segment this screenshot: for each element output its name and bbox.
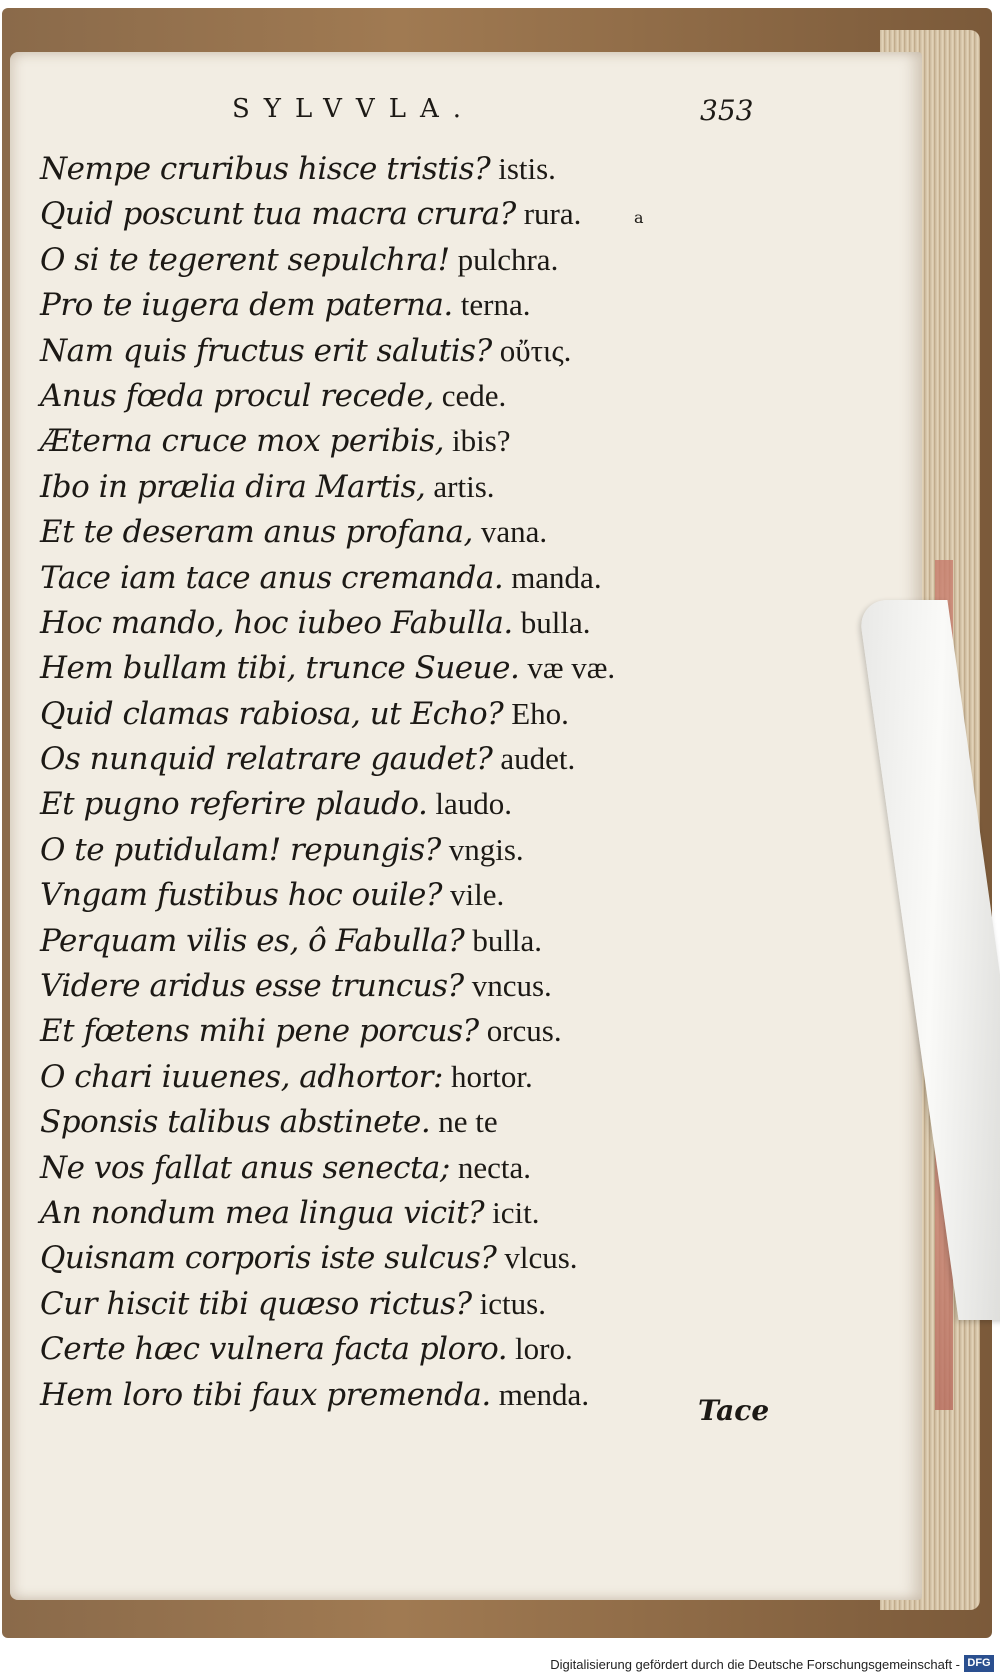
verse-echo-word: ibis? (452, 423, 511, 459)
verse-italic-text: Anus fœda procul recede, (40, 377, 434, 414)
verse-echo-word: terna. (460, 287, 531, 323)
verse-echo-word: orcus. (486, 1013, 562, 1049)
verse-line (40, 600, 860, 645)
verse-line (40, 328, 860, 373)
verse-italic-text: Cur hiscit tibi quæso rictus? (40, 1285, 472, 1322)
verse-echo-word: necta. (457, 1149, 531, 1185)
footer-credit: Digitalisierung gefördert durch die Deutsche Forschungsgemeinschaft - (550, 1657, 960, 1672)
verse-italic-text: Perquam vilis es, ô Fabulla? (40, 922, 465, 959)
verse-list (40, 146, 860, 1417)
catchword: Tace (698, 1394, 770, 1427)
verse-echo-word: vncus. (471, 968, 552, 1004)
verse-line (40, 1326, 860, 1371)
verse-echo-word: vana. (480, 514, 548, 550)
verse-line (40, 872, 860, 917)
verse-echo-word: vngis. (448, 831, 524, 867)
verse-italic-text: Quid poscunt tua macra crura? (40, 196, 516, 233)
verse-line (40, 963, 860, 1008)
verse-line (40, 555, 860, 600)
verse-echo-word: manda. (511, 559, 602, 595)
verse-italic-text: Quid clamas rabiosa, ut Echo? (40, 695, 504, 732)
verse-echo-word: loro. (515, 1331, 573, 1367)
verse-line (40, 1281, 860, 1326)
verse-line (40, 736, 860, 781)
verse-line (40, 191, 860, 236)
verse-echo-word: vlcus. (504, 1240, 578, 1276)
verse-italic-text: Quisnam corporis iste sulcus? (40, 1240, 497, 1277)
verse-italic-text: O te putidulam! repungis? (40, 831, 441, 868)
verse-italic-text: Et fœtens mihi pene porcus? (40, 1013, 479, 1050)
verse-line (40, 1008, 860, 1053)
verse-line (40, 691, 860, 736)
verse-line (40, 464, 860, 509)
verse-italic-text: Ne vos fallat anus senecta; (40, 1149, 450, 1186)
verse-echo-word: menda. (498, 1376, 590, 1412)
verse-line (40, 918, 860, 963)
verse-line (40, 1235, 860, 1280)
verse-echo-word: cede. (441, 377, 507, 413)
verse-echo-word: οὔτις. (499, 332, 572, 368)
verse-line (40, 1054, 860, 1099)
verse-italic-text: Tace iam tace anus cremanda. (40, 559, 504, 596)
verse-echo-word: icit. (492, 1194, 540, 1230)
verse-italic-text: Nam quis fructus erit salutis? (40, 332, 492, 369)
verse-line (40, 418, 860, 463)
verse-italic-text: Sponsis talibus abstinete. (40, 1104, 431, 1141)
verse-italic-text: Vngam fustibus hoc ouile? (40, 877, 442, 914)
verse-italic-text: Et pugno referire plaudo. (40, 786, 428, 823)
verse-echo-word: audet. (500, 741, 576, 777)
verse-line (40, 827, 860, 872)
verse-italic-text: Hoc mando, hoc iubeo Fabulla. (40, 604, 513, 641)
verse-echo-word: artis. (433, 468, 495, 504)
verse-italic-text: Pro te iugera dem paterna. (40, 287, 453, 324)
verse-italic-text: Æterna cruce mox peribis, (40, 423, 445, 460)
verse-echo-word: istis. (498, 151, 556, 186)
verse-italic-text: An nondum mea lingua vicit? (40, 1194, 485, 1231)
verse-italic-text: Certe hæc vulnera facta ploro. (40, 1331, 508, 1368)
verse-line (40, 237, 860, 282)
verse-echo-word: Eho. (511, 695, 569, 731)
verse-italic-text: Nempe cruribus hisce tristis? (40, 151, 491, 187)
verse-line (40, 509, 860, 554)
verse-echo-word: rura. (523, 196, 582, 232)
verse-echo-word: bulla. (472, 922, 543, 958)
verse-line (40, 282, 860, 327)
verse-italic-text: Hem bullam tibi, trunce Sueue. (40, 650, 520, 687)
verse-italic-text: O si te tegerent sepulchra! (40, 241, 450, 278)
verse-line (40, 645, 860, 690)
verse-echo-word: væ væ. (527, 650, 616, 686)
verse-echo-word: laudo. (435, 786, 512, 822)
verse-echo-word: vile. (450, 877, 505, 913)
verse-line (40, 146, 860, 191)
stray-mark: a (634, 208, 644, 227)
verse-italic-text: Et te deseram anus profana, (40, 514, 473, 551)
verse-line (40, 1099, 860, 1144)
verse-echo-word: ne te (438, 1104, 498, 1140)
verse-italic-text: Videre aridus esse truncus? (40, 968, 464, 1005)
verse-echo-word: hortor. (450, 1058, 533, 1094)
dfg-logo: DFG (964, 1655, 994, 1672)
verse-echo-word: pulchra. (457, 241, 559, 277)
page-number: 353 (700, 94, 754, 127)
verse-line (40, 1145, 860, 1190)
verse-italic-text: Hem loro tibi faux premenda. (40, 1376, 491, 1413)
verse-line (40, 373, 860, 418)
verse-line (40, 1190, 860, 1235)
verse-echo-word: ictus. (479, 1285, 546, 1321)
page-header (0, 94, 1000, 134)
running-title: SYLVVLA. (232, 94, 476, 124)
verse-echo-word: bulla. (520, 604, 591, 640)
verse-italic-text: O chari iuuenes, adhortor: (40, 1058, 443, 1095)
verse-italic-text: Os nunquid relatrare gaudet? (40, 741, 493, 778)
verse-italic-text: Ibo in prælia dira Martis, (40, 468, 426, 505)
verse-line (40, 781, 860, 826)
